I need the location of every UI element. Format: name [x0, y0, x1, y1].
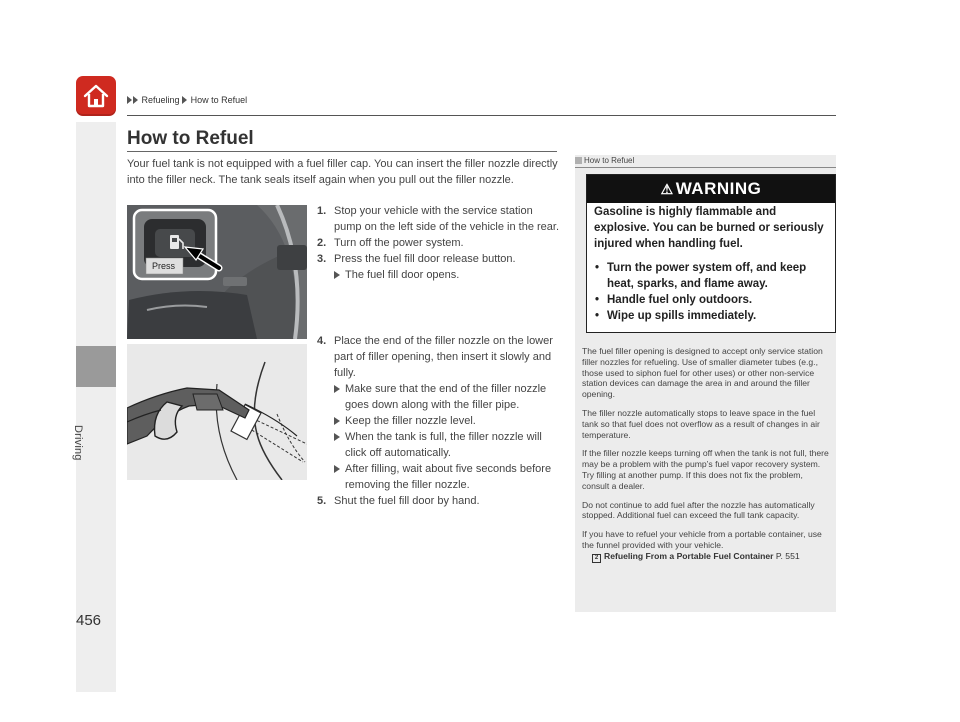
- step-4: 4. Place the end of the filler nozzle on the lower part of filler opening, then insert it slowly and fully.: [317, 335, 553, 379]
- home-button[interactable]: [76, 76, 116, 116]
- step-5: 5. Shut the fuel fill door by hand.: [317, 495, 480, 507]
- procedure-steps: [317, 203, 562, 509]
- page-number: 456: [76, 612, 102, 629]
- sidebar-tab-driving[interactable]: [76, 346, 116, 387]
- step-3: 3. Press the fuel fill door release button.: [317, 253, 516, 265]
- home-icon: [82, 82, 110, 110]
- warning-body: [594, 204, 830, 324]
- sidebar-section-label: Driving: [72, 425, 84, 461]
- breadcrumb-item-current: How to Refuel: [190, 95, 248, 105]
- result-arrow-icon: [334, 433, 340, 441]
- release-button-photo: [127, 205, 307, 339]
- result-arrow-icon: [334, 465, 340, 473]
- warning-item: • Turn the power system off, and keep heat, sparks, and flame away.: [594, 260, 830, 292]
- breadcrumb-arrow-icon: [182, 96, 187, 104]
- warning-list: [594, 260, 830, 324]
- step-4-note-4: After filling, wait about five seconds before removing the filler nozzle.: [317, 461, 562, 493]
- step-4-note-1: Make sure that the end of the filler nozzle goes down along with the filler pipe.: [317, 381, 562, 413]
- result-arrow-icon: [334, 385, 340, 393]
- cross-reference-link[interactable]: 2 Refueling From a Portable Fuel Container P. 551: [592, 551, 832, 563]
- breadcrumb-arrow-icon: [133, 96, 138, 104]
- step-2: 2. Turn off the power system.: [317, 237, 464, 249]
- breadcrumb-arrow-icon: [127, 96, 132, 104]
- step-1: 1. Stop your vehicle with the service station pump on the left side of the vehicle in the rear.: [317, 205, 560, 233]
- breadcrumb-item-refueling[interactable]: Refueling: [141, 95, 180, 105]
- breadcrumb: [127, 95, 247, 105]
- step-4-note-3: When the tank is full, the filler nozzle will click off automatically.: [317, 429, 562, 461]
- note-paragraph: Do not continue to add fuel after the nozzle has automatically stopped. Additional fuel can exceed the full tank capacity.: [582, 499, 815, 521]
- title-divider: [127, 151, 557, 152]
- warning-item: • Wipe up spills immediately.: [594, 308, 830, 324]
- intro-paragraph: Your fuel tank is not equipped with a fuel filler cap. You can insert the filler nozzle directly into the filler neck. The tank seals itself again when you pull out the filler nozzle.: [127, 158, 558, 186]
- note-marker-icon: [575, 157, 582, 164]
- side-note-divider: [575, 167, 836, 168]
- note-paragraph: If you have to refuel your vehicle from a portable container, use the funnel provided with your vehicle.: [582, 529, 822, 550]
- result-arrow-icon: [334, 417, 340, 425]
- cross-reference-icon: 2: [592, 554, 601, 563]
- note-paragraph: The fuel filler opening is designed to accept only service station filler nozzles for refueling. Use of smaller diameter tubes (e.g., those used to siphon fuel for other uses) or other non-service station devices can damage the area in and around the filler opening.: [582, 346, 823, 400]
- result-arrow-icon: [334, 271, 340, 279]
- side-note-heading: How to Refuel: [575, 156, 634, 165]
- step-4-note-2: Keep the filler nozzle level.: [317, 413, 562, 429]
- warning-text: Gasoline is highly flammable and explosive. You can be burned or seriously injured when handling fuel.: [594, 206, 824, 250]
- warning-item: • Handle fuel only outdoors.: [594, 292, 830, 308]
- press-label: Press: [152, 261, 176, 271]
- nozzle-illustration: [127, 344, 307, 480]
- header-divider: [127, 115, 836, 116]
- warning-triangle-icon: ⚠: [660, 181, 674, 197]
- note-paragraph: The filler nozzle automatically stops to leave space in the fuel tank so that fuel does not overflow as a result of changes in air temperature.: [582, 407, 820, 440]
- step-3-result: The fuel fill door opens.: [317, 267, 562, 283]
- note-paragraph: If the filler nozzle keeps turning off when the tank is not full, there may be a problem with the pump’s fuel vapor recovery system. Try filling at another pump. If this does not fix the problem, consult a dealer.: [582, 448, 829, 491]
- sidebar-rail: [76, 122, 116, 692]
- side-notes: [582, 346, 832, 563]
- warning-header: ⚠ WARNING: [587, 175, 835, 203]
- page-title: How to Refuel: [127, 128, 254, 149]
